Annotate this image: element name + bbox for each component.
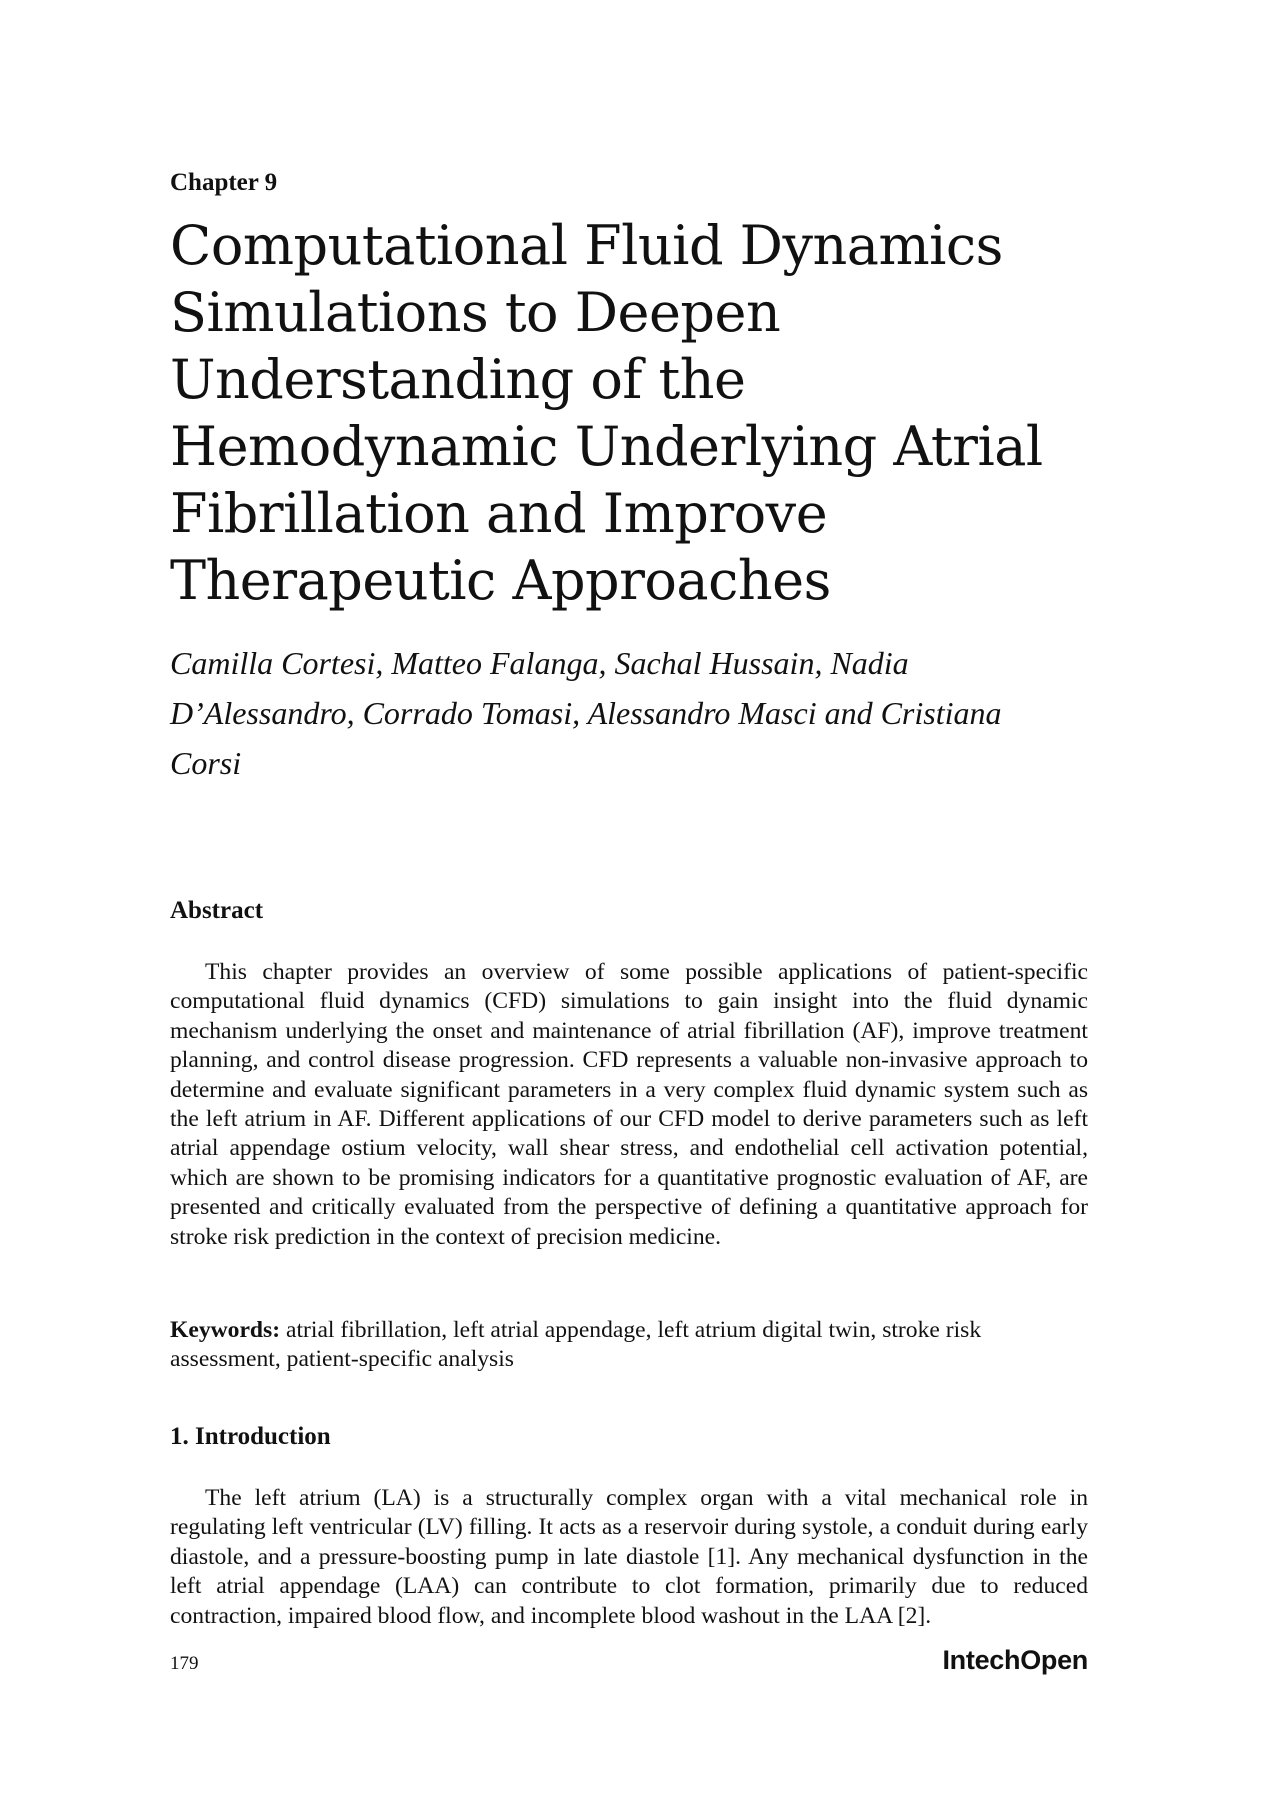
publisher-logo: IntechOpen (942, 1645, 1088, 1675)
chapter-title: Computational Fluid Dynamics Simulations to Deepen Understanding of the Hemodynamic Underlying Atrial Fibrillation and Improve Therapeutic Approaches (170, 214, 1043, 612)
abstract-paragraph: This chapter provides an overview of some possible applications of patient-specific computational fluid dynamics (CFD) simulations to gain insight into the fluid dynamic mechanism underlying the onset and maintenance of atrial fibrillation (AF), improve treatment planning, and control disease progression. CFD represents a valuable non-invasive approach to determine and evaluate significant parameters in a very complex fluid dynamic system such as the left atrium in AF. Different applications of our CFD model to derive parameters such as left atrial appendage ostium velocity, wall shear stress, and endothelial cell activation potential, which are shown to be promising indicators for a quantitative prognostic evaluation of AF, are presented and critically evaluated from the perspective of defining a quantitative approach for stroke risk prediction in the context of precision medicine. (170, 959, 1088, 1250)
author-list: Camilla Cortesi, Matteo Falanga, Sachal Hussain, Nadia D’Alessandro, Corrado Tomasi, Alessandro Masci and Cristiana Corsi (170, 645, 1002, 781)
document-page (170, 0, 1088, 1800)
chapter-label: Chapter 9 (170, 169, 278, 196)
abstract-heading: Abstract (170, 897, 264, 924)
page-number: 179 (170, 1653, 199, 1674)
keywords-label: Keywords: (170, 1317, 281, 1343)
introduction-paragraph: The left atrium (LA) is a structurally complex organ with a vital mechanical role in regulating left ventricular (LV) filling. It acts as a reservoir during systole, a conduit during early diastole, and a pressure-boosting pump in late diastole [1]. Any mechanical dysfunction in the left atrial appendage (LAA) can contribute to clot formation, primarily due to reduced contraction, impaired blood flow, and incomplete blood washout in the LAA [2]. (170, 1485, 1088, 1629)
keywords-line (170, 1316, 1088, 1375)
keywords-text: atrial fibrillation, left atrial appendage, left atrium digital twin, stroke risk assessment, patient-specific analysis (170, 1317, 982, 1373)
introduction-heading: 1. Introduction (170, 1423, 331, 1450)
